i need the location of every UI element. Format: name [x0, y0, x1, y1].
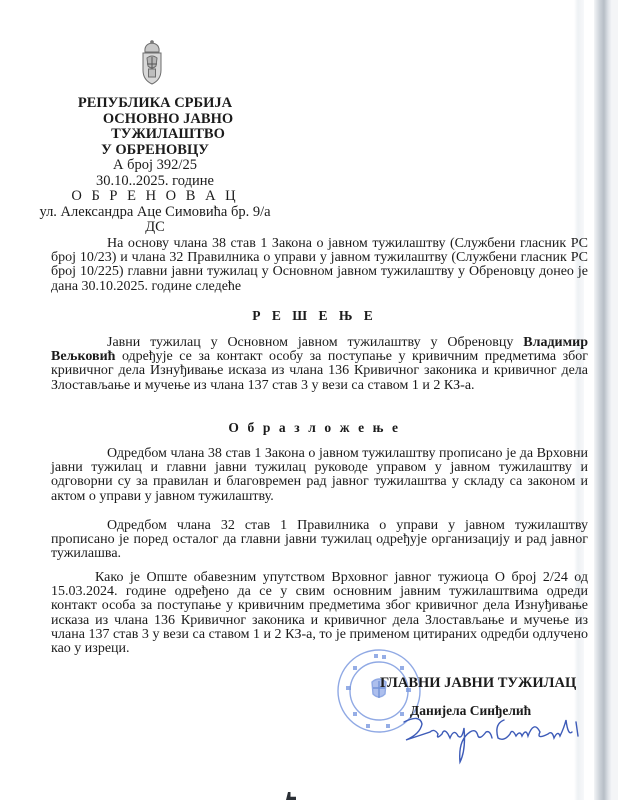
reasoning-title: О б р а з л о ж е њ е: [228, 420, 401, 435]
document-date: 30.10..2025. године: [96, 172, 214, 189]
document-header: [39, 95, 271, 236]
decision-paragraph: [51, 336, 588, 393]
scan-stripe: [612, 0, 618, 800]
reasoning-paragraph-1: [51, 447, 588, 504]
coat-of-arms-icon: [139, 40, 165, 86]
signatory-name: Данијела Синђелић: [410, 703, 532, 718]
appointed-person-name: Владимир Вељковић: [51, 335, 588, 365]
scan-mark: [286, 792, 296, 800]
reasoning-text: Одредбом члана 32 став 1 Правилника о управи у јавном тужилаштву прописано је поред осталог да главни јавни тужилац одређује организацију и рад јавног тужилашва.: [51, 518, 588, 562]
header-institution: ОСНОВНО ЈАВНО ТУЖИЛАШТВО: [102, 110, 234, 142]
handwritten-signature-icon: [400, 710, 590, 770]
case-number: А број 392/25: [113, 157, 197, 173]
preamble-paragraph: [51, 237, 588, 294]
header-country: РЕПУБЛИКА СРБИЈА: [77, 95, 233, 111]
header-address: ул. Александра Аце Симовића бр. 9/а: [39, 203, 271, 220]
header-initials: ДС: [145, 219, 165, 235]
header-location: У ОБРЕНОВЦУ: [101, 141, 209, 158]
signatory-title: ГЛАВНИ ЈАВНИ ТУЖИЛАЦ: [380, 675, 577, 691]
decision-text-before: Јавни тужилац у Основном јавном тужилаштву у Обреновцу: [107, 335, 524, 350]
reasoning-text: Одредбом члана 38 став 1 Закона о јавном тужилаштву прописано је да Врховни јавни тужилац и главни јавни тужилац руководе управом у јавном тужилаштву и одговорни су за правилан и благовремен рад јавног тужилаштва у складу са законом и актом о управи у јавном тужилаштву.: [51, 446, 588, 504]
decision-title: Р Е Ш Е Њ Е: [252, 308, 377, 323]
reasoning-paragraph-2: [51, 519, 588, 562]
reasoning-text: Како је Опште обавезним упутством Врховног јавног тужиоца О број 2/24 од 15.03.2024. године одређено да се у свим основним јавним тужилаштвима одреди контакт особа за поступање у кривичним предметима због кривичног дела Изнуђивање исказа из члана 136 Кривичног законика и кривичног дела Злостављање и мучење из члана 137 став 3 у вези са ставом 1 и 2 КЗ-а, то је применом цитираних одредби одлучено као у изреци.: [51, 570, 588, 657]
header-city: О Б Р Е Н О В А Ц: [71, 188, 239, 204]
preamble-text: На основу члана 38 став 1 Закона о јавном тужилаштву (Службени гласник РС број 10/23) и члана 32 Правилника о управи у јавном тужилаштву (Службени гласник РС број 10/225) главни јавни тужилац у Основном јавном тужилаштву у Обреновцу донео је дана 30.10.2025. године следеће: [51, 236, 588, 294]
reasoning-paragraph-3: [51, 571, 588, 656]
decision-text-after: одређује се за контакт особу за поступање у кривичним предметима због кривичног дела Изнуђивање исказа из члана 136 Кривичног законика и кривичног дела Злостављање и мучење из члана 137 став 3 у вези са ставом 1 и 2 КЗ-а.: [51, 349, 588, 393]
scan-stripe: [594, 0, 612, 800]
